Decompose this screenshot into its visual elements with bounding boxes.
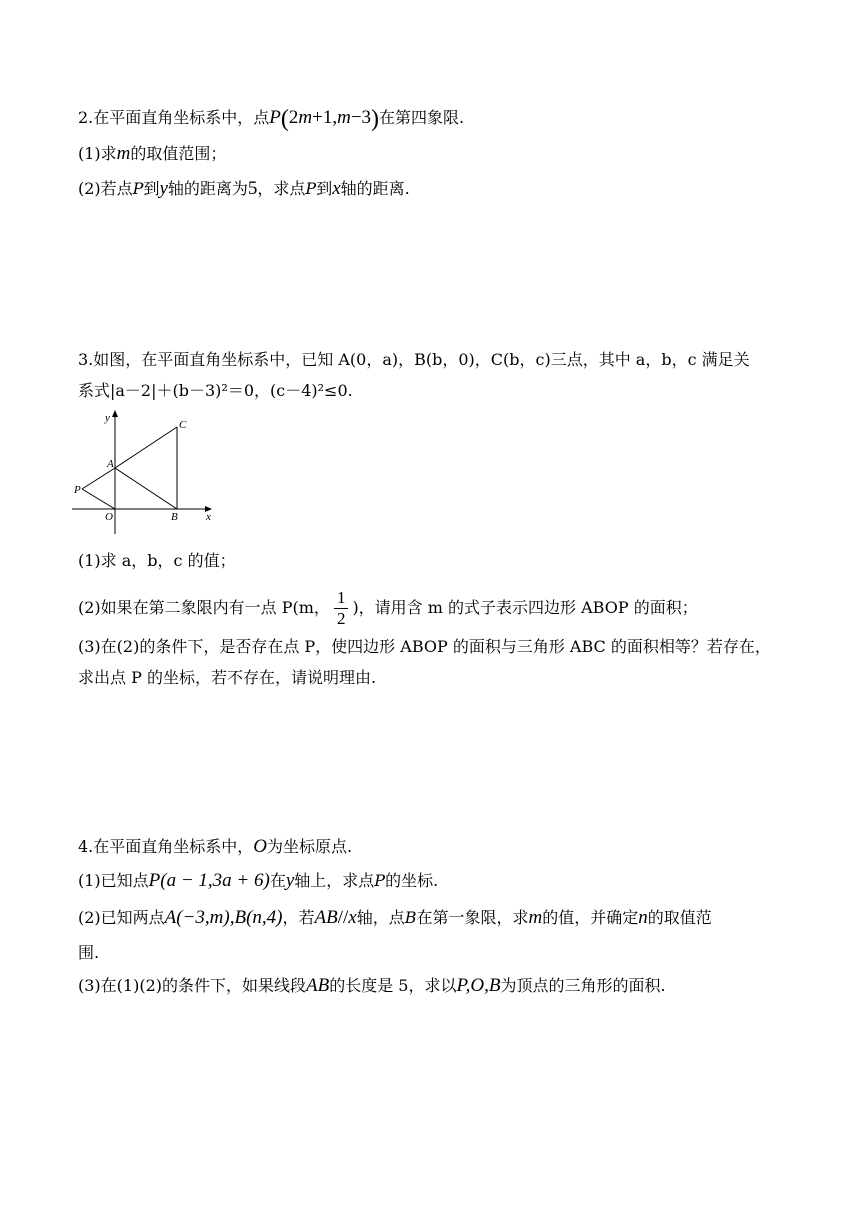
text: 的值，并确定 [542,908,639,927]
point-b: B [404,908,417,927]
q2-suffix: 在第四象限. [379,108,465,127]
text: 轴，点 [356,908,405,927]
label-o: O [105,511,113,523]
segment-ac [115,427,177,468]
var-n: n [638,907,648,928]
label-x: x [206,511,211,523]
q2-part2 [78,178,410,200]
text: 在 [269,871,286,890]
text: 的取值范 [647,908,712,927]
coord-text: 2 [288,107,299,128]
q3-part1: (1)求 a，b，c 的值； [78,551,236,570]
q3-part3-line2: 求出点 P 的坐标，若不存在，请说明理由. [78,668,377,687]
origin-o: O [253,836,268,857]
segment-po [82,489,115,509]
points-pob: P,O,B [456,975,501,996]
text: (2)如果在第二象限内有一点 P(m， [78,598,330,617]
label-p: P [74,484,81,496]
text: 的长度是 5，求以 [329,976,457,995]
text: 的坐标. [385,871,439,890]
text: 的取值范围； [130,144,227,163]
text: (1)求 [78,144,117,163]
text: ，若 [282,908,315,927]
segment-ab-label: AB [314,907,338,928]
fraction-one-half [334,588,349,629]
label-c: C [179,419,187,431]
text: 在第一象限，求 [416,908,529,927]
text: 为顶点的三角形的面积. [500,976,666,995]
label-y: y [105,412,110,424]
math-expression: A(−3,m),B(n,4) [164,907,283,928]
coord-text: −3 [350,107,372,128]
var-m: m [528,907,543,928]
q3-part3-line1: (3)在(2)的条件下，是否存在点 P，使四边形 ABOP 的面积与三角形 ABC 的面积相等？若存在， [78,637,771,656]
point-p: P [305,179,317,198]
q2-line1 [78,107,464,130]
q2-prefix: 2.在平面直角坐标系中，点 [78,108,270,127]
q4-part1 [78,870,438,892]
var-x: x [332,178,341,199]
coord-text: +1, [312,107,338,128]
text: 轴上，求点 [294,871,375,890]
text: (2)若点 [78,179,133,198]
var-m: m [116,143,131,164]
q4-part2-line2: 围. [78,943,100,962]
label-a: A [107,458,114,470]
y-axis-arrow [112,410,118,417]
text: (3)在(1)(2)的条件下，如果线段 [78,976,306,995]
text: 轴的距离为 [167,179,248,198]
q2-part1 [78,143,226,165]
label-b: B [171,511,178,523]
var-m: m [298,107,313,128]
q4-part3 [78,975,666,997]
text: 到 [316,179,333,198]
q3-line2: 系式|a－2|＋(b－3)²＝0，(c－4)²≤0. [78,381,353,400]
segment-ab-label: AB [306,975,330,996]
number: 5 [247,178,258,199]
point-p: P [374,871,386,890]
var-x: x [348,907,357,928]
text: 轴的距离. [340,179,410,198]
segment-pa [82,468,115,489]
var-m: m [337,107,351,128]
q3-line1: 3.如图，在平面直角坐标系中，已知 A(0，a)，B(b，0)，C(b，c)三点，其中 a，b，c 满足关 [78,350,750,369]
text: ，求点 [257,179,306,198]
segment-ab [115,468,177,509]
point-p: P [269,107,281,128]
q4-part2-line1 [78,907,712,929]
var-y: y [285,870,295,891]
numerator: 1 [334,588,349,609]
text: 到 [143,179,160,198]
right-paren: ) [371,106,380,132]
text: 为坐标原点. [267,837,353,856]
text: (2)已知两点 [78,908,165,927]
point-p: P [132,179,144,198]
coordinate-figure [72,406,222,538]
var-y: y [159,178,168,199]
text: )，请用含 m 的式子表示四边形 ABOP 的面积； [352,598,698,617]
denominator: 2 [336,609,346,628]
parallel-symbol: // [337,907,349,928]
q3-part2 [78,588,698,629]
text: (1)已知点 [78,871,149,890]
math-expression: P(a − 1,3a + 6) [148,870,270,891]
q4-line1 [78,836,352,858]
left-paren: ( [280,106,289,132]
text: 4.在平面直角坐标系中， [78,837,254,856]
